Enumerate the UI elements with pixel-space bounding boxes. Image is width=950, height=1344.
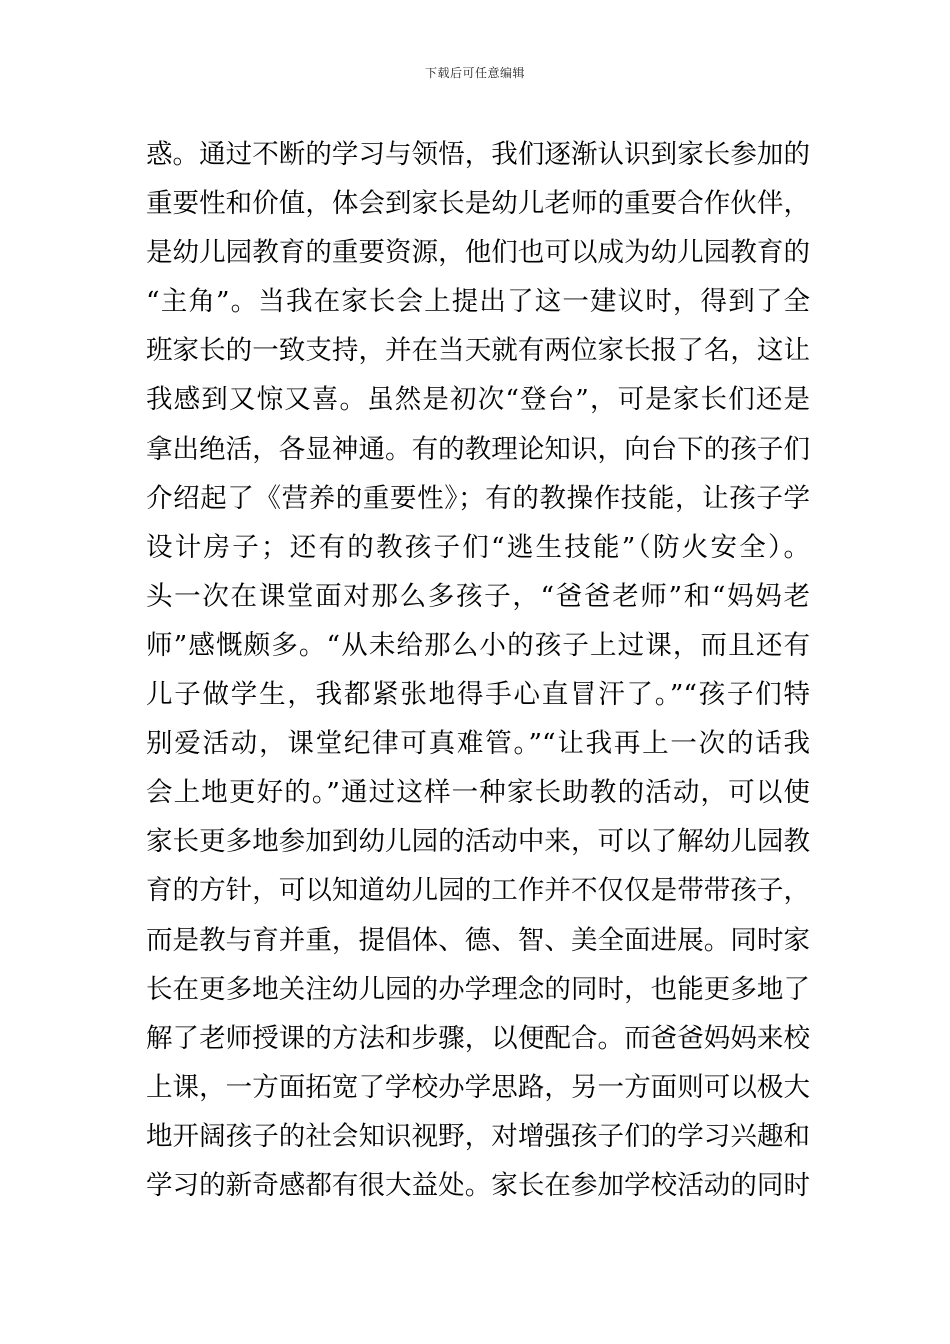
text-line: 地开阔孩子的社会知识视野，对增强孩子们的学习兴趣和 bbox=[146, 1120, 810, 1152]
text-line: 家长更多地参加到幼儿园的活动中来，可以了解幼儿园教 bbox=[146, 826, 810, 858]
text-line: 我感到又惊又喜。虽然是初次“登台”，可是家长们还是 bbox=[146, 384, 810, 416]
text-line: 育的方针，可以知道幼儿园的工作并不仅仅是带带孩子， bbox=[146, 875, 810, 907]
text-line: 设计房子；还有的教孩子们“逃生技能”（防火安全）。 bbox=[146, 531, 810, 563]
text-line: 儿子做学生，我都紧张地得手心直冒汗了。”“孩子们特 bbox=[146, 679, 810, 711]
text-line: 介绍起了《营养的重要性》；有的教操作技能，让孩子学 bbox=[146, 482, 810, 514]
text-line: 而是教与育并重，提倡体、德、智、美全面进展。同时家 bbox=[146, 924, 810, 956]
text-line: “主角”。当我在家长会上提出了这一建议时，得到了全 bbox=[146, 286, 810, 318]
text-line: 长在更多地关注幼儿园的办学理念的同时，也能更多地了 bbox=[146, 973, 810, 1005]
text-line: 惑。通过不断的学习与领悟，我们逐渐认识到家长参加的 bbox=[146, 139, 810, 170]
body-text bbox=[146, 130, 810, 1210]
text-line: 班家长的一致支持，并在当天就有两位家长报了名，这让 bbox=[146, 335, 810, 367]
text-line: 上课，一方面拓宽了学校办学思路，另一方面则可以极大 bbox=[146, 1071, 810, 1103]
text-line: 头一次在课堂面对那么多孩子，“爸爸老师”和“妈妈老 bbox=[146, 580, 810, 612]
text-line: 重要性和价值，体会到家长是幼儿老师的重要合作伙伴， bbox=[146, 188, 810, 220]
text-line: 师”感慨颇多。“从未给那么小的孩子上过课，而且还有 bbox=[146, 629, 810, 661]
page-header: 下载后可任意编辑 bbox=[424, 66, 525, 80]
text-line: 是幼儿园教育的重要资源，他们也可以成为幼儿园教育的 bbox=[146, 237, 810, 269]
text-line: 会上地更好的。”通过这样一种家长助教的活动，可以使 bbox=[146, 777, 810, 809]
text-line: 解了老师授课的方法和步骤，以便配合。而爸爸妈妈来校 bbox=[146, 1022, 810, 1054]
text-line: 学习的新奇感都有很大益处。家长在参加学校活动的同时 bbox=[146, 1169, 810, 1201]
text-line: 拿出绝活，各显神通。有的教理论知识，向台下的孩子们 bbox=[146, 433, 810, 465]
text-line: 别爱活动，课堂纪律可真难管。”“让我再上一次的话我 bbox=[146, 728, 810, 760]
